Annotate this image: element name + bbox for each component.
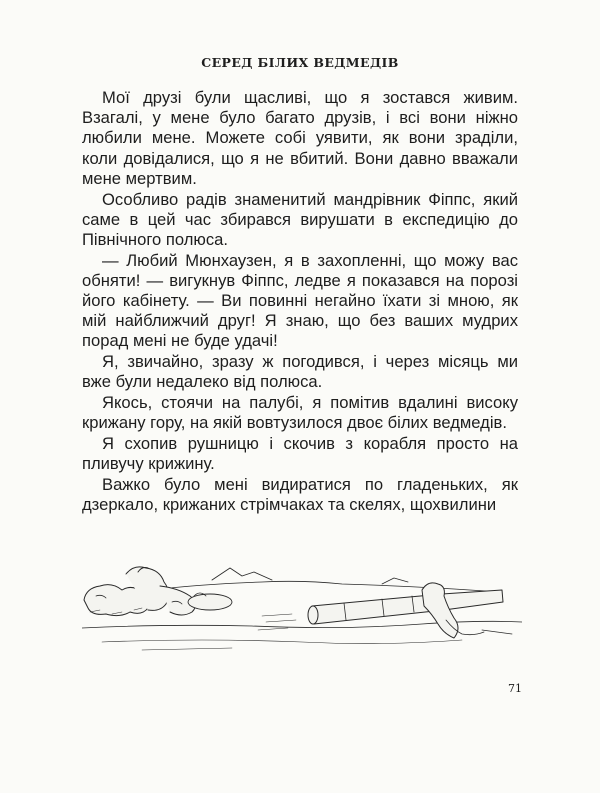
paragraph: Я схопив рушницю і скочив з корабля просто на пливучу крижину. (82, 433, 518, 474)
page-number: 71 (508, 682, 522, 695)
paragraph: Важко було мені видиратися по гладеньких, як дзеркало, крижаних стрімчаках та скелях, щохвилини (82, 474, 518, 515)
paragraph: Особливо радів знаменитий мандрівник Фіппс, який саме в цей час збирався вирушати в експедицію до Північного полюса. (82, 189, 518, 249)
chapter-heading: СЕРЕД БІЛИХ ВЕДМЕДІВ (201, 55, 399, 70)
paragraph: Мої друзі були щасливі, що я зостався живим. Взагалі, у мене було багато друзів, і всі вони ніжно любили мене. Можете собі уявити, як вони зраділи, коли довідалися, що я не вбитий. Вони давно вважали мене мертвим. (82, 88, 518, 188)
paragraph: — Любий Мюнхаузен, я в захопленні, що можу вас обняти! — вигукнув Фіппс, ледве я показався на порозі його кабінету. — Ви повинні негайно їхати зі мною, як мій найближчий друг! Я знаю, що без ваших мудрих порад мені не буде удачі! (82, 250, 518, 351)
paragraph: Я, звичайно, зразу ж погодився, і через місяць ми вже були недалеко від полюса. (82, 352, 518, 392)
polar-bears-illustration (82, 550, 522, 660)
body-text (82, 88, 518, 516)
paragraph: Якось, стоячи на палубі, я помітив вдалині високу крижану гору, на якій вовтузилося двоє білих ведмедів. (82, 393, 518, 433)
